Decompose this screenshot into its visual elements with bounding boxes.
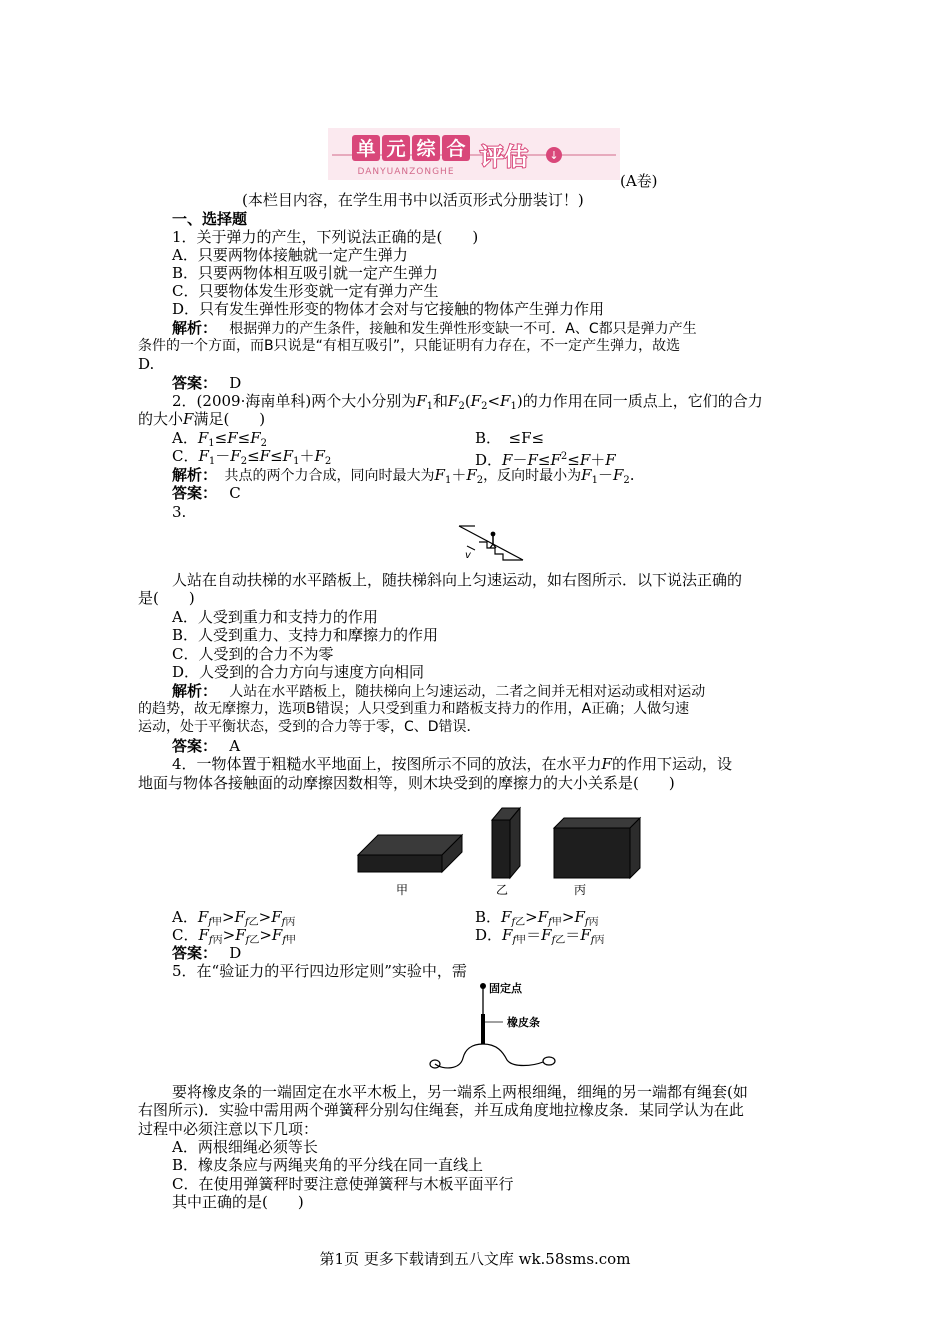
escalator-steps — [479, 542, 523, 560]
q5-ask: 其中正确的是( ) — [172, 1193, 304, 1211]
velocity-label: v — [465, 550, 471, 561]
blocks-figure — [350, 800, 650, 900]
block-bing-front — [554, 828, 630, 878]
rubber-band-label: 橡皮条 — [507, 1016, 540, 1029]
q4-option-a: A．$F_{f甲}>F_{f乙}>F_{f丙}$ — [172, 908, 296, 928]
block-bing-top — [554, 818, 640, 828]
q5-option-a: A．两根细绳必须等长 — [172, 1138, 318, 1156]
q2-stem-part4: 满足( ) — [193, 410, 266, 428]
q4-option-c-label: C． — [172, 926, 199, 944]
escalator-figure — [455, 522, 527, 564]
banner-pinyin: DANYUANZONGHE — [357, 167, 455, 177]
rope-left — [435, 1044, 483, 1068]
svg-text:合: 合 — [446, 138, 466, 160]
section-title: 一、选择题 — [172, 210, 248, 228]
q2-analysis-tail: ，反向时最小为 — [483, 468, 582, 484]
q2-answer-label: 答案： — [172, 484, 210, 502]
q3-option-a: A．人受到重力和支持力的作用 — [172, 608, 378, 626]
q4-answer-value: D — [229, 944, 242, 962]
q2-stem-part3: 的大小 — [138, 410, 184, 428]
q3-answer-value: A — [229, 737, 241, 755]
q2-stem-part1: 2．(2009·海南单科)两个大小分别为 — [172, 392, 417, 410]
header-note: (本栏目内容，在学生用书中以活页形式分册装订！) — [242, 191, 584, 209]
q4-option-a-label: A． — [172, 908, 198, 926]
q2-option-d: D．$F-F\le F^2\le F+F$ — [475, 451, 616, 469]
q3-option-c: C．人受到的合力不为零 — [172, 645, 334, 663]
q3-analysis-line2: 的趋势，故无摩擦力，选项B错误；人只受到重力和踏板支持力的作用，A正确；人做匀速 — [138, 701, 690, 717]
q5-body-line2: 右图所示)．实验中需用两个弹簧秤分别勾住绳套，并互成角度地拉橡皮条．某同学认为在此 — [138, 1101, 744, 1119]
q3-answer-label: 答案： — [172, 737, 210, 755]
q1-stem: 1．关于弹力的产生，下列说法正确的是( ) — [172, 228, 479, 246]
svg-text:元: 元 — [386, 138, 406, 160]
q5-option-b: B．橡皮条应与两绳夹角的平分线在同一直线上 — [172, 1156, 484, 1174]
q2-stem-part2: 的力作用在同一质点上，它们的合力 — [522, 392, 763, 410]
q3-stem-line2: 是( ) — [138, 589, 195, 607]
q5-stem: 5．在“验证力的平行四边形定则”实验中，需 — [172, 962, 467, 980]
q2-option-a: A．$F_1\le F\le F_2$ — [172, 429, 268, 449]
q2-option-c-label: C． — [172, 447, 199, 465]
q4-stem-line1: 4．一物体置于粗糙水平地面上，按图所示不同的放法，在水平力F的作用下运动，设 — [172, 755, 732, 773]
page-footer: 第1页 更多下载请到五八文库 wk.58sms.com — [319, 1250, 631, 1268]
q4-stem-part1: 4．一物体置于粗糙水平地面上，按图所示不同的放法，在水平力 — [172, 755, 602, 773]
label-yi: 乙 — [496, 883, 509, 897]
rope-right — [483, 1044, 543, 1066]
q3-analysis-line1 — [172, 682, 705, 702]
q4-option-b-label: B． — [475, 908, 502, 926]
label-jia: 甲 — [396, 883, 409, 897]
q1-analysis-text1: 根据弹力的产生条件，接触和发生弹性形变缺一不可．A、C都只是弹力产生 — [229, 321, 697, 337]
q4-option-d-label: D． — [475, 926, 503, 944]
fixed-point-label: 固定点 — [489, 982, 522, 995]
q2-analysis-label: 解析： — [172, 466, 210, 484]
label-bing: 丙 — [574, 883, 587, 897]
svg-text:单: 单 — [356, 138, 376, 160]
q2-option-a-label: A． — [172, 429, 198, 447]
q3-analysis-text1: 人站在水平踏板上，随扶梯向上匀速运动，二者之间并无相对运动或相对运动 — [229, 684, 706, 700]
q4-option-b: B．$F_{f乙}>F_{f甲}>F_{f丙}$ — [475, 908, 599, 928]
q5-option-c: C．在使用弹簧秤时要注意使弹簧秤与木板平面平行 — [172, 1175, 514, 1193]
q2-analysis-text: 共点的两个力合成，同向时最大为 — [224, 468, 435, 484]
q2-option-b: B． ≤F≤ — [475, 429, 545, 447]
volume-label: (A卷) — [620, 172, 658, 190]
q1-option-a: A．只要两物体接触就一定产生弹力 — [172, 246, 408, 264]
svg-text:综: 综 — [416, 138, 436, 160]
q3-option-d: D．人受到的合力方向与速度方向相同 — [172, 663, 425, 681]
q1-analysis-line2: 条件的一个方面，而B只说是“有相互吸引”，只能证明有力存在，不一定产生弹力，故选 — [138, 338, 681, 354]
block-jia-front — [358, 855, 442, 872]
q4-stem-line2: 地面与物体各接触面的动摩擦因数相等，则木块受到的摩擦力的大小关系是( ) — [138, 774, 675, 792]
q2-option-d-label: D． — [475, 451, 503, 469]
q1-analysis-line1 — [172, 319, 697, 339]
q2-answer — [172, 484, 241, 503]
q1-analysis-label: 解析： — [172, 319, 210, 337]
q1-analysis-line3: D. — [138, 355, 155, 373]
svg-text:评估: 评估 — [480, 143, 528, 171]
q4-option-d: D．$F_{f甲}=F_{f乙}=F_{f丙}$ — [475, 926, 605, 946]
section-banner — [328, 128, 620, 180]
q5-body-line3: 过程中必须注意以下几项： — [138, 1120, 319, 1138]
q3-number: 3. — [172, 503, 187, 521]
q4-option-c: C．$F_{f丙}>F_{f乙}>F_{f甲}$ — [172, 926, 297, 946]
banner-graphic — [328, 128, 620, 180]
rubber-band — [481, 1014, 485, 1044]
person-head — [491, 532, 496, 537]
block-yi-front — [492, 820, 510, 878]
rubber-band-figure — [425, 978, 585, 1078]
svg-text:↓: ↓ — [549, 149, 559, 162]
q2-stem-line2: 的大小F满足( ) — [138, 410, 266, 428]
q3-option-b: B．人受到重力、支持力和摩擦力的作用 — [172, 626, 439, 644]
q1-option-c: C．只要物体发生形变就一定有弹力产生 — [172, 282, 439, 300]
q2-stem-line1: 2．(2009·海南单科)两个大小分别为$F_1$和$F_2(F_2<F_1)$的力作用在同一质点上，它们的合力 — [172, 392, 763, 412]
q1-answer-value: D — [229, 374, 242, 392]
q3-stem-line1: 人站在自动扶梯的水平踏板上，随扶梯斜向上匀速运动，如右图所示．以下说法正确的 — [172, 571, 743, 589]
q1-answer — [172, 374, 241, 393]
q3-analysis-label: 解析： — [172, 682, 210, 700]
q3-analysis-line3: 运动，处于平衡状态，受到的合力等于零，C、D错误． — [138, 719, 481, 735]
q4-answer — [172, 944, 241, 963]
q2-option-c: C．$F_1-F_2\le F\le F_1+F_2$ — [172, 447, 332, 467]
q2-analysis: 解析： 共点的两个力合成，同向时最大为$F_1+F_2$，反向时最小为$F_1-F_2$. — [172, 466, 635, 486]
q5-body-line1: 要将橡皮条的一端固定在水平木板上，另一端系上两根细绳，细绳的另一端都有绳套(如 — [172, 1083, 748, 1101]
q1-answer-label: 答案： — [172, 374, 210, 392]
q1-option-b: B．只要两物体相互吸引就一定产生弹力 — [172, 264, 439, 282]
q1-option-d: D．只有发生弹性形变的物体才会对与它接触的物体产生弹力作用 — [172, 300, 605, 318]
q4-answer-label: 答案： — [172, 944, 210, 962]
q3-answer — [172, 737, 240, 756]
q2-answer-value: C — [229, 484, 241, 502]
q4-stem-part2: 的作用下运动，设 — [611, 755, 732, 773]
